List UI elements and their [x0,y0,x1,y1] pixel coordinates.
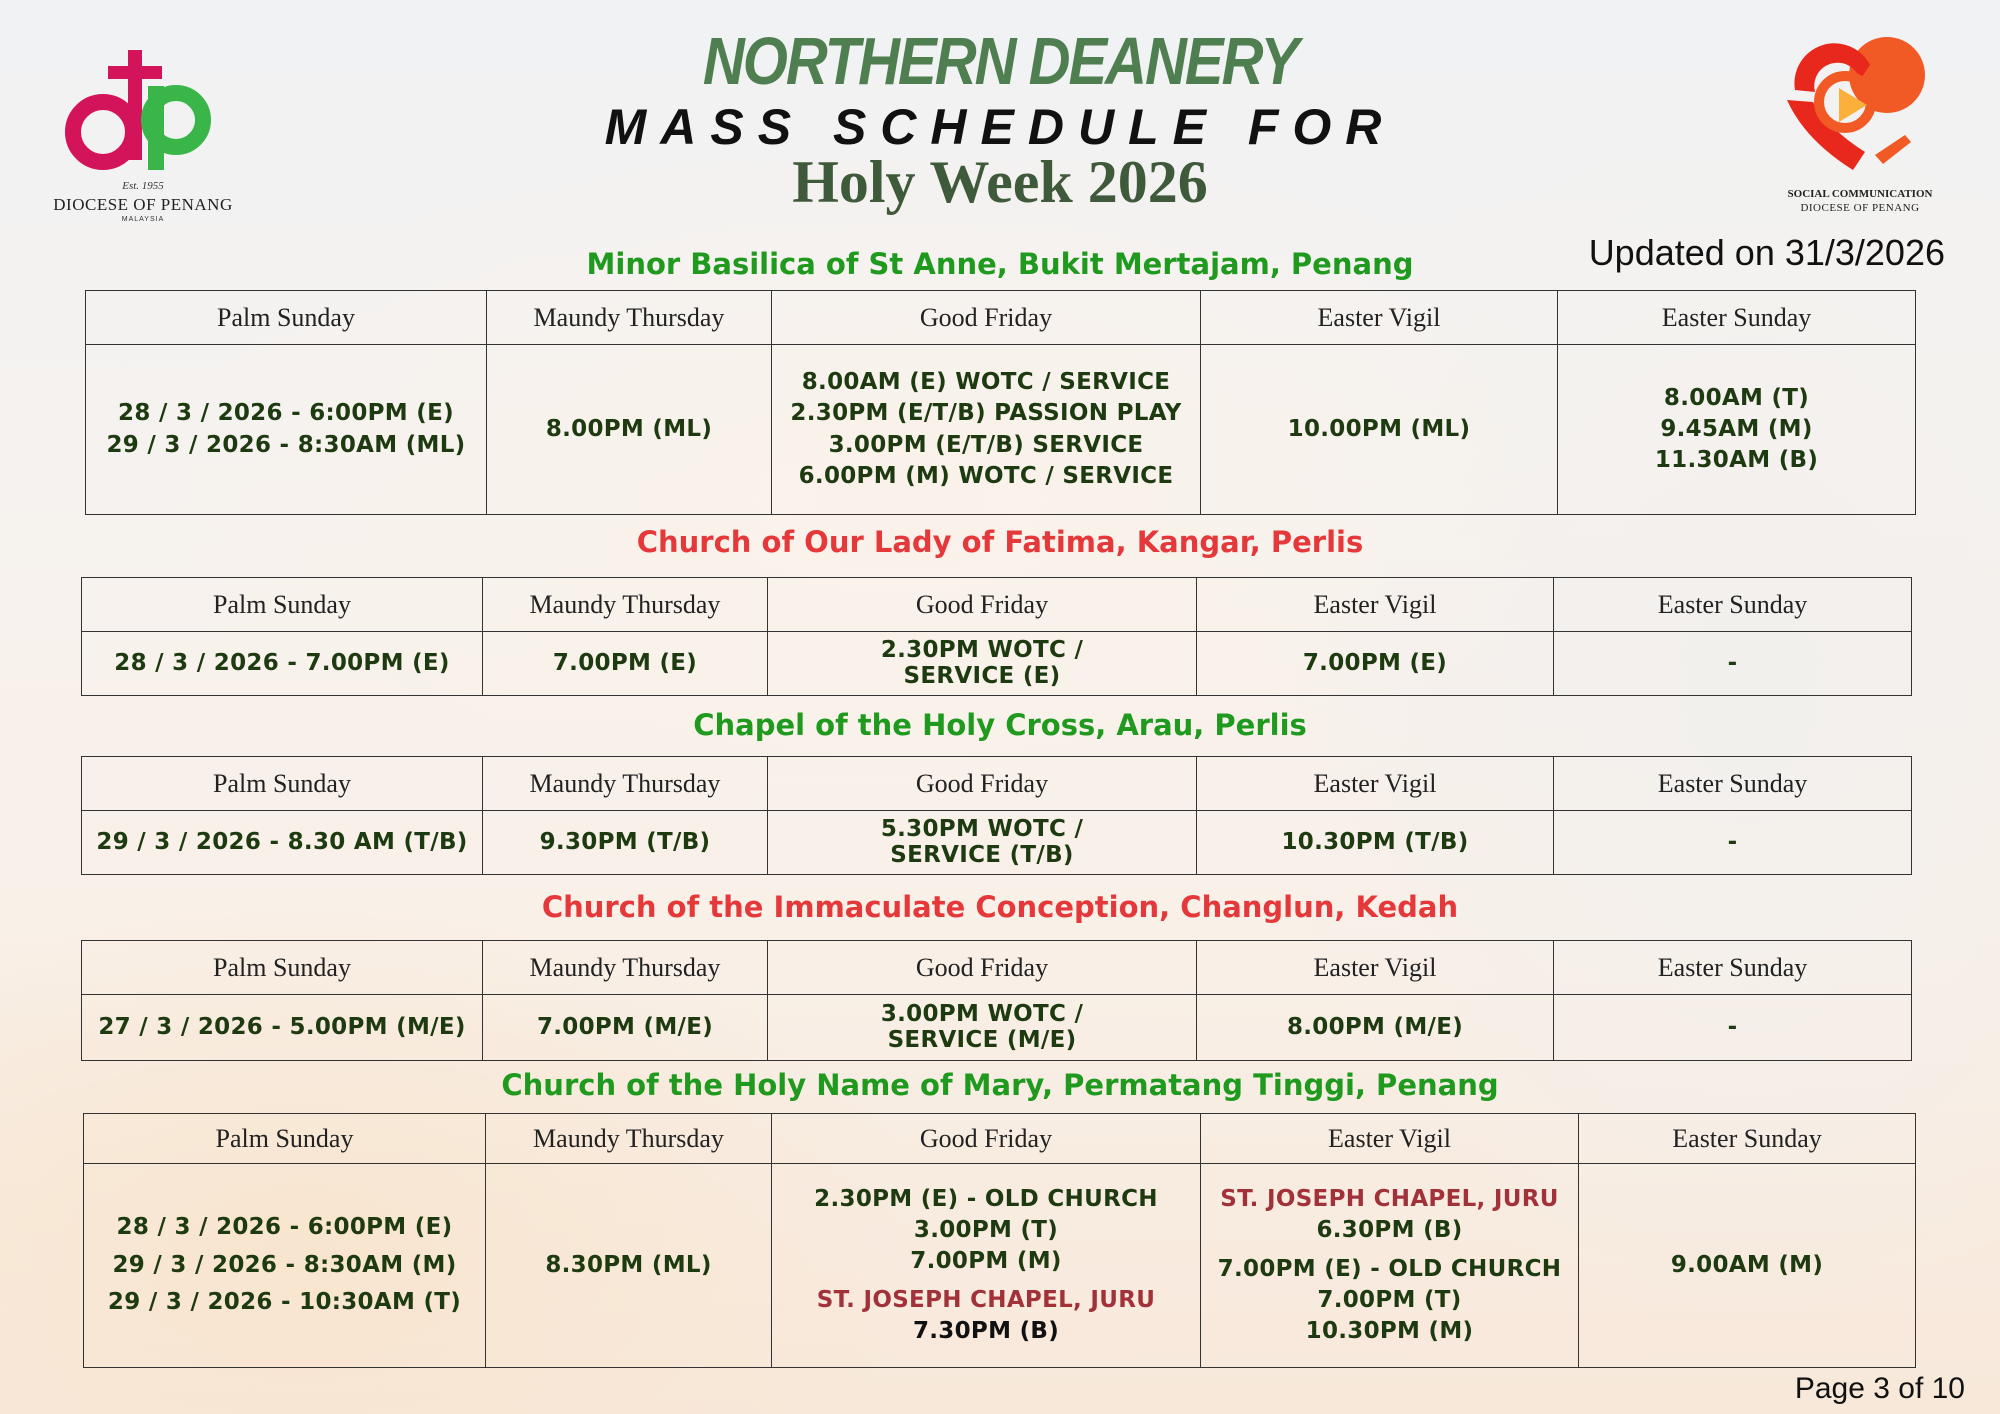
time-entry: 8.30PM (ML) [545,1251,712,1278]
cell-palm-sunday [84,1164,486,1368]
time-entry: 10.30PM (M) [1305,1318,1474,1345]
updated-date: Updated on 31/3/2026 [1588,232,1945,273]
diocese-country: MALAYSIA [121,216,165,223]
header-maundy-thursday: Maundy Thursday [486,1114,772,1164]
holy-week-title: Holy Week 2026 [792,149,1208,215]
header-palm-sunday: Palm Sunday [84,1114,486,1164]
diocese-name: DIOCESE OF PENANG [53,195,233,214]
header-good-friday: Good Friday [768,941,1197,995]
time-entry: 27 / 3 / 2026 - 5.00PM (M/E) [98,1013,466,1040]
cell-palm-sunday [82,632,483,696]
header-easter-sunday: Easter Sunday [1554,757,1912,811]
time-entry: 3.00PM WOTC / [880,1001,1084,1028]
cell-easter-sunday [1554,811,1912,875]
header-easter-vigil: Easter Vigil [1201,291,1558,345]
time-entry: 29 / 3 / 2026 - 10:30AM (T) [107,1289,462,1316]
cell-maundy-thursday [483,632,768,696]
header-easter-vigil: Easter Vigil [1197,757,1554,811]
section-title-st-anne: Minor Basilica of St Anne, Bukit Mertajam, Penang [586,247,1414,281]
time-entry: 29 / 3 / 2026 - 8:30AM (ML) [106,431,466,458]
header-maundy-thursday: Maundy Thursday [483,757,768,811]
header-palm-sunday: Palm Sunday [82,941,483,995]
cell-good-friday [768,632,1197,696]
time-entry: 8.00AM (T) [1663,384,1810,411]
time-entry: 7.00PM (T) [1317,1287,1462,1314]
cell-easter-vigil [1197,632,1554,696]
section-title-holy-name-of-mary: Church of the Holy Name of Mary, Permatang Tinggi, Penang [501,1068,1499,1102]
header-easter-vigil: Easter Vigil [1201,1114,1579,1164]
cell-good-friday [768,811,1197,875]
header-good-friday: Good Friday [768,578,1197,632]
header-maundy-thursday: Maundy Thursday [483,941,768,995]
social-communication-label: SOCIAL COMMUNICATION [1787,188,1933,200]
header-good-friday: Good Friday [772,1114,1201,1164]
time-entry: 2.30PM WOTC / [880,637,1084,664]
time-entry: 9.45AM (M) [1660,415,1813,442]
time-entry: 6.00PM (M) WOTC / SERVICE [798,462,1174,489]
cell-good-friday [772,345,1201,515]
time-entry: 7.00PM (E) [552,649,698,676]
time-entry: 7.00PM (M/E) [536,1013,714,1040]
cell-easter-sunday [1554,995,1912,1061]
cell-easter-sunday [1554,632,1912,696]
section-title-immaculate-conception: Church of the Immaculate Conception, Changlun, Kedah [541,890,1459,924]
time-entry: 8.00PM (ML) [545,415,713,442]
header-palm-sunday: Palm Sunday [86,291,487,345]
header-good-friday: Good Friday [768,757,1197,811]
time-entry: 7.00PM (E) - OLD CHURCH [1217,1255,1562,1282]
header-easter-sunday: Easter Sunday [1558,291,1916,345]
cell-palm-sunday [86,345,487,515]
time-entry: 10.30PM (T/B) [1281,828,1469,855]
schedule-table-immaculate-conception [81,940,1912,1061]
time-entry: 28 / 3 / 2026 - 6:00PM (E) [116,1213,453,1240]
chapel-label: ST. JOSEPH CHAPEL, JURU [1220,1185,1559,1212]
time-entry: 5.30PM WOTC / [880,816,1084,843]
time-entry: 8.00AM (E) WOTC / SERVICE [801,369,1171,396]
time-entry: SERVICE (E) [903,662,1061,689]
social-communication-diocese: DIOCESE OF PENANG [1800,202,1920,214]
cell-easter-vigil [1201,345,1558,515]
time-entry: - [1727,1013,1738,1040]
header-maundy-thursday: Maundy Thursday [487,291,772,345]
header-palm-sunday: Palm Sunday [82,757,483,811]
cell-easter-sunday [1579,1164,1916,1368]
time-entry: 11.30AM (B) [1654,447,1819,474]
time-entry: 29 / 3 / 2026 - 8:30AM (M) [112,1251,457,1278]
cell-easter-vigil [1197,811,1554,875]
header-good-friday: Good Friday [772,291,1201,345]
time-entry: - [1727,649,1738,676]
time-entry: - [1727,828,1738,855]
schedule-table-st-anne [85,290,1916,515]
cell-easter-vigil [1201,1164,1579,1368]
cell-easter-vigil [1197,995,1554,1061]
time-entry: 6.30PM (B) [1316,1216,1463,1243]
page-number: Page 3 of 10 [1794,1372,1965,1405]
deanery-title: NORTHERN DEANERY [702,24,1298,99]
cell-easter-sunday [1558,345,1916,515]
time-entry: 2.30PM (E/T/B) PASSION PLAY [790,400,1182,427]
time-entry: 28 / 3 / 2026 - 7.00PM (E) [114,649,450,676]
time-entry: 7.30PM (B) [912,1318,1060,1345]
header-easter-vigil: Easter Vigil [1197,578,1554,632]
diocese-est: Est. 1955 [122,180,164,192]
cell-maundy-thursday [483,995,768,1061]
section-title-fatima: Church of Our Lady of Fatima, Kangar, Perlis [636,525,1364,559]
time-entry: 2.30PM (E) - OLD CHURCH [814,1185,1158,1212]
schedule-table-fatima [81,577,1912,696]
time-entry: 29 / 3 / 2026 - 8.30 AM (T/B) [96,828,468,855]
time-entry: 9.00AM (M) [1670,1251,1824,1278]
header-easter-vigil: Easter Vigil [1197,941,1554,995]
header-easter-sunday: Easter Sunday [1554,578,1912,632]
schedule-title: MASS SCHEDULE FOR [604,99,1396,155]
header-maundy-thursday: Maundy Thursday [483,578,768,632]
time-entry: 28 / 3 / 2026 - 6:00PM (E) [118,400,454,427]
cell-maundy-thursday [486,1164,772,1368]
time-entry: 3.00PM (T) [913,1216,1059,1243]
header-palm-sunday: Palm Sunday [82,578,483,632]
time-entry: 3.00PM (E/T/B) SERVICE [828,431,1144,458]
cell-good-friday [768,995,1197,1061]
cell-palm-sunday [82,811,483,875]
time-entry: 7.00PM (E) [1302,649,1448,676]
chapel-label: ST. JOSEPH CHAPEL, JURU [816,1287,1156,1314]
time-entry: 7.00PM (M) [910,1247,1062,1274]
schedule-table-holy-name-of-mary [83,1113,1916,1368]
time-entry: SERVICE (T/B) [890,841,1074,868]
cell-maundy-thursday [487,345,772,515]
header-easter-sunday: Easter Sunday [1579,1114,1916,1164]
cell-palm-sunday [82,995,483,1061]
time-entry: 10.00PM (ML) [1287,415,1471,442]
time-entry: 9.30PM (T/B) [539,828,711,855]
time-entry: SERVICE (M/E) [887,1026,1077,1053]
cell-good-friday [772,1164,1201,1368]
header-easter-sunday: Easter Sunday [1554,941,1912,995]
section-title-holy-cross: Chapel of the Holy Cross, Arau, Perlis [693,708,1307,742]
time-entry: 8.00PM (M/E) [1286,1013,1464,1040]
cell-maundy-thursday [483,811,768,875]
schedule-table-holy-cross [81,756,1912,875]
